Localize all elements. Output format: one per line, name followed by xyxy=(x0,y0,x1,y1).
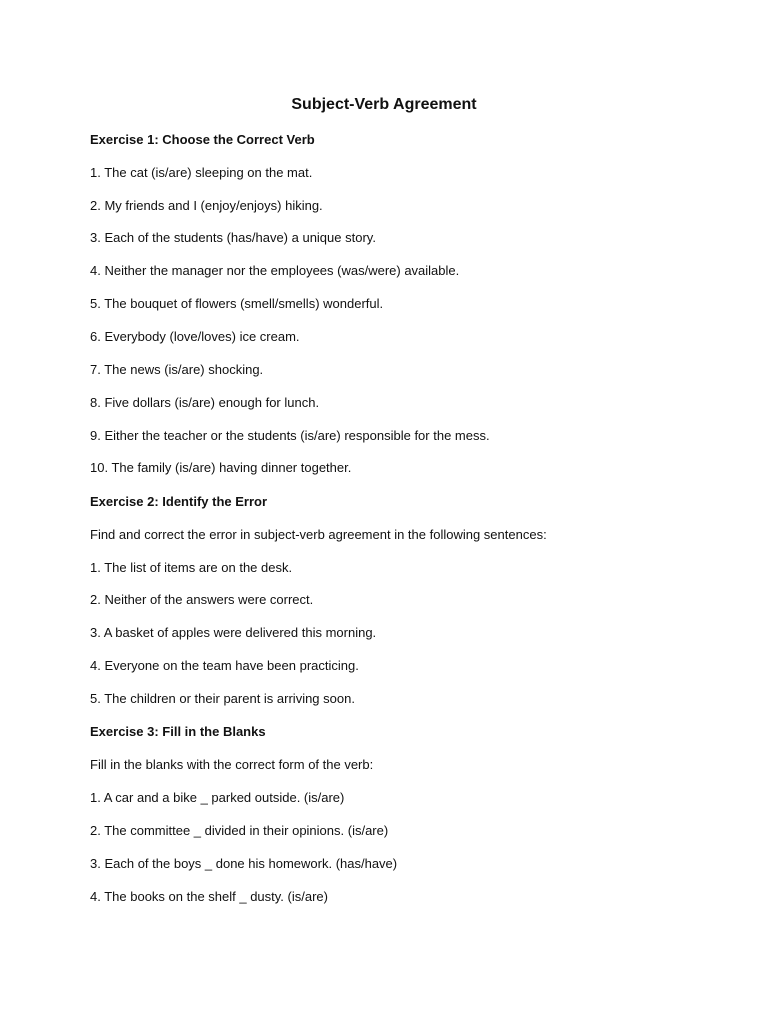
exercise-3-instruction: Fill in the blanks with the correct form of the verb: xyxy=(90,757,374,772)
exercise-1-item-1: 1. The cat (is/are) sleeping on the mat. xyxy=(90,165,313,180)
exercise-1-item-10: 10. The family (is/are) having dinner together. xyxy=(90,460,352,475)
exercise-1-heading: Exercise 1: Choose the Correct Verb xyxy=(90,132,315,147)
exercise-2-item-1: 1. The list of items are on the desk. xyxy=(90,560,293,575)
exercise-1-item-4: 4. Neither the manager nor the employees (was/were) available. xyxy=(90,263,460,278)
exercise-2-item-3: 3. A basket of apples were delivered this morning. xyxy=(90,625,377,640)
exercise-1-item-2: 2. My friends and I (enjoy/enjoys) hiking. xyxy=(90,198,323,213)
exercise-2-item-2: 2. Neither of the answers were correct. xyxy=(90,592,314,607)
exercise-1-item-7: 7. The news (is/are) shocking. xyxy=(90,362,264,377)
exercise-2-item-4: 4. Everyone on the team have been practicing. xyxy=(90,658,359,673)
exercise-2-instruction: Find and correct the error in subject-verb agreement in the following sentences: xyxy=(90,527,547,542)
exercise-3-item-3: 3. Each of the boys _ done his homework. (has/have) xyxy=(90,856,398,871)
exercise-3-item-2: 2. The committee _ divided in their opinions. (is/are) xyxy=(90,823,389,838)
document-title: Subject-Verb Agreement xyxy=(291,96,477,113)
exercise-3-item-4: 4. The books on the shelf _ dusty. (is/are) xyxy=(90,889,328,904)
exercise-2-heading: Exercise 2: Identify the Error xyxy=(90,494,268,509)
exercise-1-item-8: 8. Five dollars (is/are) enough for lunch. xyxy=(90,395,320,410)
exercise-1-item-6: 6. Everybody (love/loves) ice cream. xyxy=(90,329,300,344)
exercise-1-item-9: 9. Either the teacher or the students (is/are) responsible for the mess. xyxy=(90,428,490,443)
exercise-3-item-1: 1. A car and a bike _ parked outside. (is/are) xyxy=(90,790,345,805)
exercise-1-item-3: 3. Each of the students (has/have) a unique story. xyxy=(90,230,376,245)
exercise-2-item-5: 5. The children or their parent is arriving soon. xyxy=(90,691,355,706)
exercise-3-heading: Exercise 3: Fill in the Blanks xyxy=(90,724,266,739)
exercise-1-item-5: 5. The bouquet of flowers (smell/smells) wonderful. xyxy=(90,296,384,311)
